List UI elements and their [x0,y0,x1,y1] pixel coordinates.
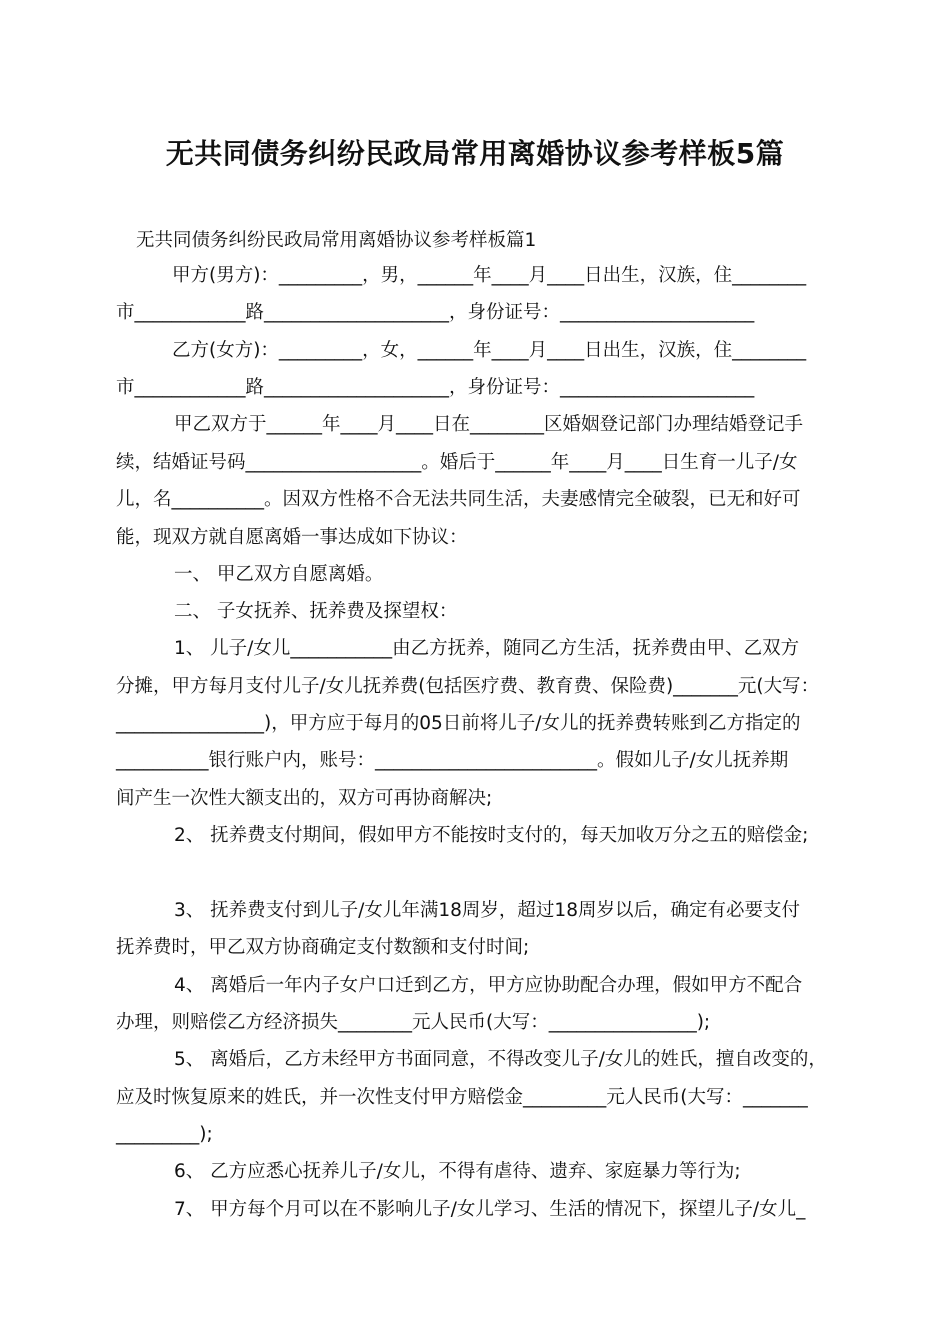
paragraph-line: 办理，则赔偿乙方经济损失________元人民币(大写：________________); [116,1012,711,1033]
clause-line: 3、 抚养费支付到儿子/女儿年满18周岁，超过18周岁以后，确定有必要支付 [174,900,800,921]
clause-line: 2、 抚养费支付期间，假如甲方不能按时支付的，每天加收万分之五的赔偿金; [174,825,809,846]
clause-line: 一、 甲乙双方自愿离婚。 [174,564,384,585]
clause-line: 4、 离婚后一年内子女户口迁到乙方，甲方应协助配合办理，假如甲方不配合 [174,975,803,996]
paragraph-line: ________________)，甲方应于每月的05日前将儿子/女儿的抚养费转账到乙方指定的 [116,713,801,734]
paragraph-line: 市____________路____________________，身份证号：_____________________ [116,377,755,398]
paragraph-line: 续，结婚证号码___________________。婚后于______年____月____日生育一儿子/女 [116,452,798,473]
paragraph-line: 甲乙双方于______年____月____日在________区婚姻登记部门办理结婚登记手 [174,414,804,435]
paragraph-line: __________银行账户内，账号：________________________。假如儿子/女儿抚养期 [116,750,789,771]
paragraph-line: 能，现双方就自愿离婚一事达成如下协议： [116,527,468,548]
document-title: 无共同债务纠纷民政局常用离婚协议参考样板5篇 [165,137,785,170]
paragraph-line: 甲方(男方)：_________，男，______年____月____日出生，汉族，住________ [172,265,807,286]
paragraph-line: 抚养费时，甲乙双方协商确定支付数额和支付时间; [116,937,530,958]
paragraph-line: 分摊，甲方每月支付儿子/女儿抚养费(包括医疗费、教育费、保险费)_______元(大写： [116,676,820,697]
section-heading: 无共同债务纠纷民政局常用离婚协议参考样板篇1 [136,230,537,251]
clause-line: 二、 子女抚养、抚养费及探望权： [174,601,458,622]
paragraph-line: _________); [116,1124,213,1145]
clause-line: 1、 儿子/女儿___________由乙方抚养，随同乙方生活，抚养费由甲、乙双方 [174,638,800,659]
paragraph-line: 儿，名__________。因双方性格不合无法共同生活，夫妻感情完全破裂，已无和好可 [116,489,801,510]
paragraph-line: 市____________路____________________，身份证号：_____________________ [116,302,755,323]
clause-line: 6、 乙方应悉心抚养儿子/女儿，不得有虐待、遗弃、家庭暴力等行为; [174,1161,741,1182]
clause-line: 7、 甲方每个月可以在不影响儿子/女儿学习、生活的情况下，探望儿子/女儿_ [174,1199,806,1220]
paragraph-line: 乙方(女方)：_________，女，______年____月____日出生，汉族，住________ [172,340,807,361]
clause-line: 5、 离婚后，乙方未经甲方书面同意，不得改变儿子/女儿的姓氏，擅自改变的， [174,1049,827,1070]
paragraph-line: 应及时恢复原来的姓氏，并一次性支付甲方赔偿金_________元人民币(大写：_______ [116,1087,808,1108]
paragraph-line: 间产生一次性大额支出的，双方可再协商解决; [116,788,493,809]
